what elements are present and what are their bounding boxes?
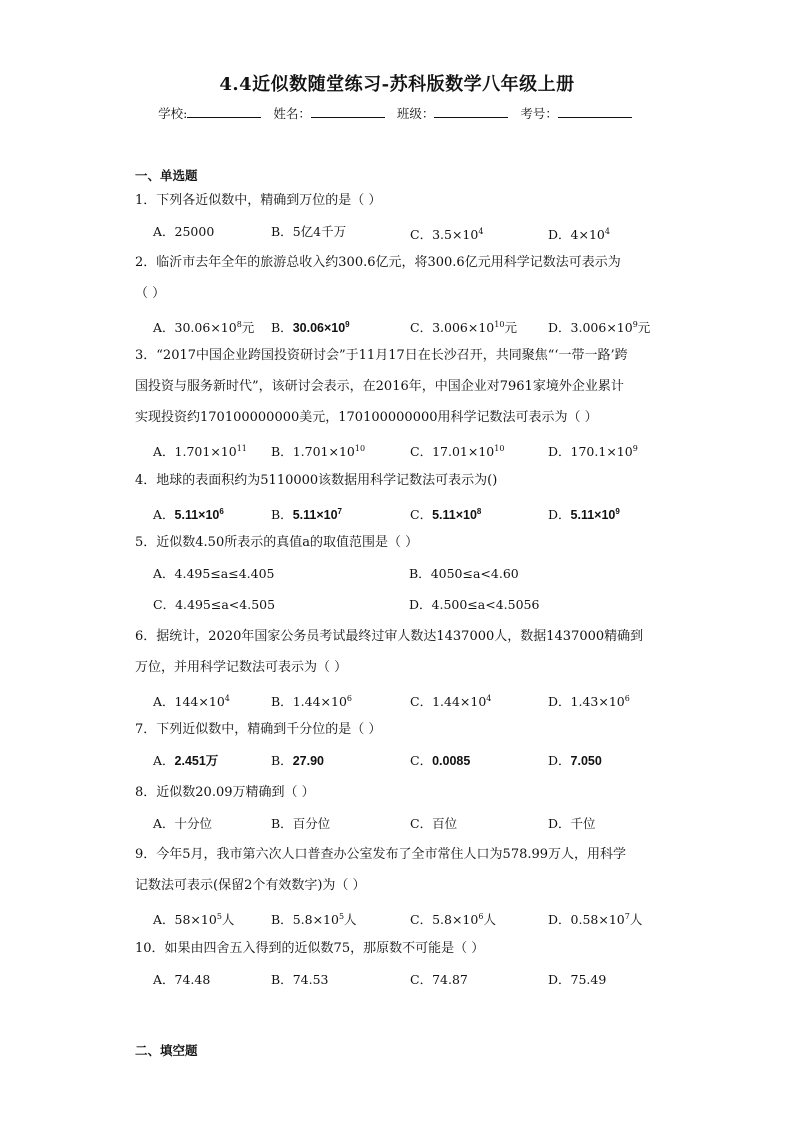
question-text-line: 5．近似数4.50所表示的真值a的取值范围是（ ） [135, 535, 419, 550]
question-stem [135, 933, 675, 964]
option-a[interactable] [153, 309, 254, 343]
option-label: A． [153, 566, 175, 581]
option-text: 7.050 [570, 754, 602, 768]
option-text: 25000 [174, 224, 215, 239]
option-label: D． [548, 320, 571, 335]
option-exponent: 10 [494, 320, 505, 329]
option-d[interactable] [548, 964, 606, 995]
name-field[interactable] [273, 104, 389, 122]
option-d[interactable] [548, 433, 638, 467]
option-text: 58×10 [174, 912, 217, 927]
question-text-line: （ ） [135, 286, 166, 301]
option-label: A． [153, 507, 175, 522]
option-text: 4050≤a<4.60 [430, 566, 519, 581]
option-exponent: 9 [345, 320, 350, 329]
option-text: 144×10 [174, 694, 225, 709]
option-exponent: 7 [337, 507, 342, 516]
option-text: 30.06×10 [292, 321, 346, 335]
option-label: B． [271, 972, 293, 987]
student-info-row [0, 104, 794, 122]
option-d[interactable] [548, 309, 650, 343]
exam-number-blank[interactable] [558, 105, 632, 118]
option-text: 4×10 [570, 227, 605, 242]
question-stem [135, 621, 675, 683]
option-a[interactable] [153, 964, 210, 995]
options-row [153, 683, 673, 714]
question-text-line: 6．据统计，2020年国家公务员考试最终过审人数达1437000人，数据1437000精确到 [135, 629, 644, 644]
option-c[interactable] [410, 964, 468, 995]
option-a[interactable] [153, 808, 212, 839]
question-stem [135, 714, 675, 745]
option-c[interactable] [153, 589, 275, 620]
exam-number-field[interactable] [520, 104, 636, 122]
option-c[interactable] [410, 745, 470, 777]
option-label: B． [271, 444, 293, 459]
class-blank[interactable] [434, 105, 508, 118]
option-label: D． [548, 507, 571, 522]
option-text: 30.06×10 [174, 320, 237, 335]
option-exponent: 4 [224, 694, 230, 703]
option-text: 1.43×10 [570, 694, 625, 709]
option-text: 1.44×10 [432, 694, 487, 709]
option-exponent: 9 [615, 507, 620, 516]
question-stem [135, 185, 675, 216]
option-label: A． [153, 444, 175, 459]
option-text: 3.006×10 [570, 320, 633, 335]
question-text-line: 实现投资约170100000000美元，170100000000用科学记数法可表示为（ ） [135, 410, 598, 425]
question-text-line: 7．下列近似数中，精确到千分位的是（ ） [135, 722, 382, 737]
option-unit: 元 [504, 320, 517, 335]
option-label: D． [548, 444, 571, 459]
option-b[interactable] [271, 808, 330, 839]
question-text-line: 万位，并用科学记数法可表示为（ ） [135, 660, 348, 675]
class-label: 班级： [396, 106, 435, 121]
option-label: B． [271, 224, 293, 239]
options-row [153, 745, 673, 776]
option-c[interactable] [410, 683, 491, 717]
option-c[interactable] [410, 216, 483, 250]
option-text: 4.500≤a<4.5056 [431, 597, 540, 612]
option-label: B． [271, 912, 293, 927]
question-text-line: 3．“2017中国企业跨国投资研讨会”于11月17日在长沙召开，共同聚焦“‘一带一路’跨 [135, 348, 628, 363]
option-exponent: 10 [494, 444, 505, 453]
option-text: 74.53 [292, 972, 329, 987]
option-unit: 元 [637, 320, 651, 335]
option-text: 3.006×10 [432, 320, 495, 335]
option-exponent: 5 [338, 912, 345, 921]
option-text: 1.701×10 [292, 444, 355, 459]
option-label: C． [410, 912, 433, 927]
option-a[interactable] [153, 745, 218, 777]
option-exponent: 9 [632, 320, 638, 329]
option-label: D． [548, 912, 571, 927]
option-text: 3.5×10 [432, 227, 479, 242]
option-d[interactable] [548, 216, 610, 250]
option-text: 27.90 [292, 754, 324, 768]
question-text-line: 4．地球的表面积约为5110000该数据用科学记数法可表示为() [135, 473, 498, 488]
option-d[interactable] [548, 496, 620, 531]
option-text: 百分位 [292, 816, 331, 831]
question-stem [135, 777, 675, 808]
option-unit: 元 [241, 320, 255, 335]
option-d[interactable] [548, 683, 630, 717]
option-b[interactable] [271, 901, 357, 935]
option-exponent: 8 [236, 320, 242, 329]
option-label: C． [410, 227, 433, 242]
options-row [153, 216, 673, 247]
option-exponent: 6 [346, 694, 352, 703]
option-text: 2.451万 [174, 754, 219, 768]
option-a[interactable] [153, 558, 275, 589]
option-label: B． [271, 753, 293, 768]
option-exponent: 4 [486, 694, 492, 703]
option-exponent: 6 [478, 912, 484, 921]
school-label: 学校: [158, 106, 188, 121]
option-b[interactable] [271, 683, 352, 717]
option-b[interactable] [271, 216, 346, 247]
option-text: 0.58×10 [570, 912, 625, 927]
option-text: 74.87 [432, 972, 468, 987]
option-label: C． [410, 694, 433, 709]
option-a[interactable] [153, 433, 247, 467]
option-text: 75.49 [570, 972, 607, 987]
option-label: C． [410, 507, 433, 522]
question-stem [135, 247, 675, 309]
option-label: A． [153, 753, 175, 768]
option-label: A． [153, 224, 175, 239]
options-row [153, 589, 673, 620]
option-text: 1.44×10 [292, 694, 347, 709]
option-b[interactable] [409, 558, 519, 589]
question-text-line: 国投资与服务新时代”，该研讨会表示，在2016年，中国企业对7961家境外企业累计 [135, 379, 624, 394]
option-d[interactable] [409, 589, 539, 620]
question-text-line: 8．近似数20.09万精确到（ ） [135, 785, 315, 800]
option-text: 4.495≤a<4.505 [175, 597, 276, 612]
option-exponent: 11 [236, 444, 247, 453]
options-row [153, 901, 673, 932]
section-heading-fill-blank: 二、填空题 [135, 1043, 198, 1058]
option-text: 5.11×10 [570, 508, 616, 522]
option-text: 5亿4千万 [292, 224, 347, 239]
question-text-line: 10．如果由四舍五入得到的近似数75，那原数不可能是（ ） [135, 941, 485, 956]
question-text-line: 记数法可表示(保留2个有效数字)为（ ） [135, 878, 366, 893]
school-field[interactable] [158, 104, 265, 122]
option-text: 17.01×10 [432, 444, 495, 459]
name-label: 姓名： [273, 106, 311, 121]
option-label: D． [548, 816, 571, 831]
option-label: C． [410, 444, 433, 459]
option-text: 4.495≤a≤4.405 [174, 566, 275, 581]
option-unit: 人 [221, 912, 235, 927]
option-b[interactable] [271, 309, 350, 344]
option-text: 5.11×10 [432, 508, 477, 522]
option-label: A． [153, 912, 175, 927]
option-text: 1.701×10 [174, 444, 237, 459]
option-exponent: 6 [219, 507, 224, 516]
option-d[interactable] [548, 901, 642, 935]
option-label: B． [271, 320, 293, 335]
question-stem [135, 465, 675, 496]
option-d[interactable] [548, 808, 596, 839]
option-c[interactable] [410, 808, 457, 839]
options-row [153, 309, 673, 340]
options-row [153, 808, 673, 839]
option-exponent: 5 [216, 912, 222, 921]
option-unit: 人 [629, 912, 643, 927]
option-d[interactable] [548, 745, 602, 777]
option-text: 5.8×10 [292, 912, 339, 927]
options-row [153, 558, 673, 589]
options-row [153, 496, 673, 527]
option-a[interactable] [153, 496, 224, 531]
name-blank[interactable] [311, 105, 385, 118]
option-exponent: 6 [624, 694, 630, 703]
option-c[interactable] [410, 496, 481, 531]
option-label: C． [410, 972, 433, 987]
option-exponent: 8 [476, 507, 482, 516]
option-a[interactable] [153, 216, 214, 247]
option-label: D． [548, 972, 571, 987]
option-exponent: 4 [478, 227, 484, 236]
option-c[interactable] [410, 309, 517, 343]
option-c[interactable] [410, 901, 496, 935]
option-label: C． [153, 597, 176, 612]
option-label: C． [410, 816, 433, 831]
page-title: 4.4近似数随堂练习-苏科版数学八年级上册 [219, 74, 575, 95]
option-label: B． [271, 507, 293, 522]
question-stem [135, 839, 675, 901]
exam-number-label: 考号： [520, 106, 558, 121]
option-b[interactable] [271, 964, 328, 995]
option-label: B． [271, 816, 293, 831]
section-heading-single-choice: 一、单选题 [135, 168, 198, 183]
question-text-line: 1．下列各近似数中，精确到万位的是（ ） [135, 193, 382, 208]
option-label: A． [153, 972, 175, 987]
question-stem [135, 340, 675, 433]
school-blank[interactable] [187, 105, 261, 118]
question-stem [135, 527, 675, 558]
option-text: 74.48 [174, 972, 211, 987]
option-text: 5.8×10 [432, 912, 479, 927]
option-exponent: 4 [604, 227, 610, 236]
question-text-line: 9．今年5月，我市第六次人口普查办公室发布了全市常住人口为578.99万人，用科学 [135, 847, 627, 862]
option-text: 5.11×10 [174, 508, 220, 522]
option-unit: 人 [344, 912, 357, 927]
option-label: D． [548, 694, 571, 709]
option-label: D． [409, 597, 432, 612]
option-exponent: 7 [624, 912, 630, 921]
option-label: A． [153, 816, 175, 831]
option-text: 170.1×10 [570, 444, 633, 459]
option-label: C． [410, 753, 433, 768]
option-label: A． [153, 694, 175, 709]
option-c[interactable] [410, 433, 504, 467]
option-label: B． [271, 694, 293, 709]
option-label: D． [548, 227, 571, 242]
option-label: A． [153, 320, 175, 335]
option-a[interactable] [153, 901, 234, 935]
option-a[interactable] [153, 683, 230, 717]
option-exponent: 10 [354, 444, 366, 453]
option-unit: 人 [483, 912, 496, 927]
class-field[interactable] [397, 104, 513, 122]
option-b[interactable] [271, 433, 365, 467]
option-text: 5.11×10 [292, 508, 338, 522]
question-text-line: 2．临沂市去年全年的旅游总收入约300.6亿元，将300.6亿元用科学记数法可表示为 [135, 255, 621, 270]
option-text: 0.0085 [432, 754, 471, 768]
option-exponent: 9 [632, 444, 638, 453]
option-text: 百位 [432, 816, 458, 831]
option-label: C． [410, 320, 433, 335]
option-label: B． [409, 566, 431, 581]
option-text: 千位 [570, 816, 596, 831]
option-b[interactable] [271, 496, 342, 531]
option-text: 十分位 [174, 816, 213, 831]
option-b[interactable] [271, 745, 324, 777]
options-row [153, 433, 673, 464]
option-label: D． [548, 753, 571, 768]
options-row [153, 964, 673, 995]
